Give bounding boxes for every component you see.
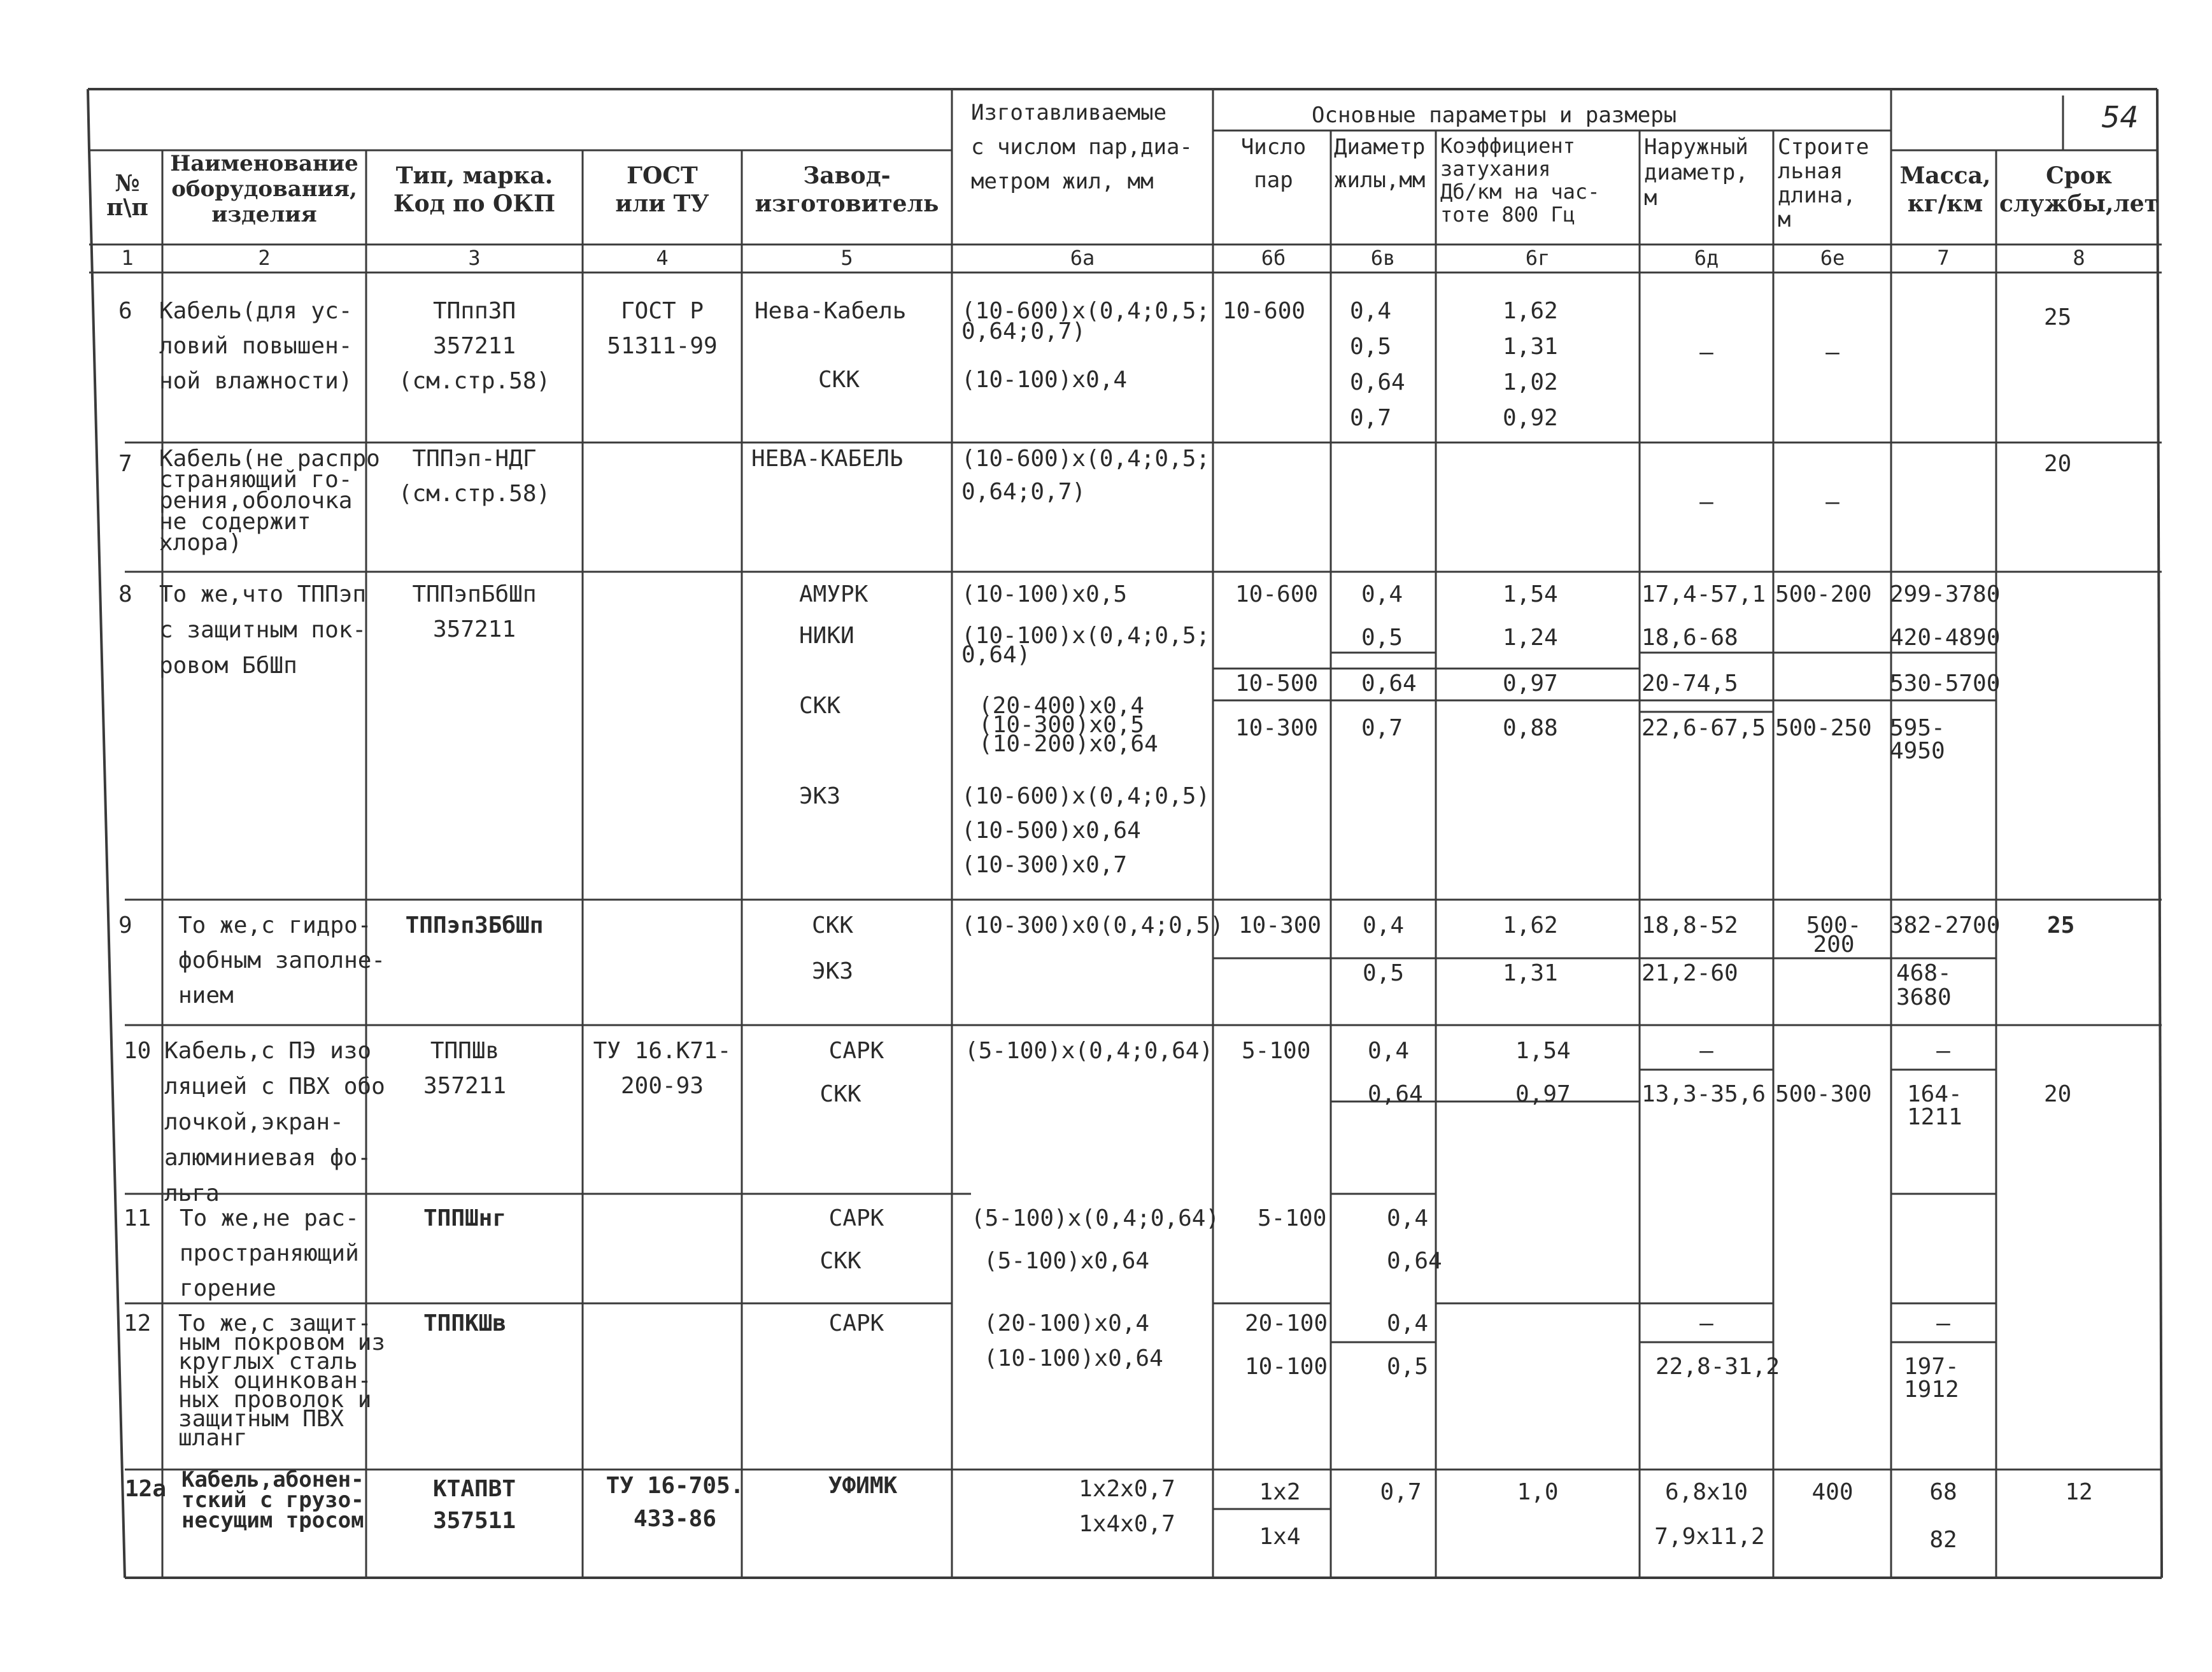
row-outer-diameter: 18,8-52 — [1641, 912, 1738, 939]
row-outer-diameter: – — [1699, 1038, 1713, 1064]
row-manufactured: (20-400)х0,4 (10-300)х0,5 (10-200)х0,64 — [979, 693, 1158, 757]
column-number: 4 — [656, 246, 669, 270]
row-outer-diameter: – — [1699, 339, 1713, 365]
row-attenuation: 1,62 — [1503, 912, 1558, 939]
row-manufactured: (5-100)х(0,4;0,64) — [971, 1205, 1220, 1231]
row-diameter: 0,7 — [1350, 405, 1392, 431]
row-attenuation: 1,54 — [1515, 1038, 1571, 1064]
row-number: 7 — [118, 451, 132, 477]
row-maker: СКК — [818, 367, 860, 393]
row-gost: ГОСТ Р 51311-99 — [607, 298, 718, 359]
row-maker: НЕВА-КАБЕЛЬ — [751, 446, 904, 472]
row-maker: ЭКЗ — [812, 958, 854, 984]
row-maker: СКК — [812, 912, 854, 939]
row-diameter: 0,64 — [1361, 670, 1417, 697]
row-diameter: 0,7 — [1380, 1479, 1422, 1505]
row-pairs: 10-600 — [1223, 298, 1306, 324]
row-diameter: 0,4 — [1361, 581, 1403, 607]
column-number: 1 — [121, 246, 134, 270]
row-maker: НИКИ — [799, 623, 854, 649]
row-mass: 595-4950 — [1890, 715, 1945, 764]
row-manufactured: (10-100)х0,5 — [961, 581, 1128, 607]
table-border-right — [2157, 89, 2162, 1578]
row-mass: 68 — [1929, 1479, 1957, 1505]
column-number: 2 — [258, 246, 271, 270]
row-attenuation: 1,24 — [1503, 625, 1558, 651]
row-attenuation: 0,88 — [1503, 715, 1558, 741]
row-type: ТПппЗП 357211 (см.стр.58) — [398, 298, 551, 394]
header-service: Срок службы,лет — [1999, 162, 2159, 217]
row-attenuation: 1,02 — [1503, 369, 1558, 395]
header-name: Наименование оборудования, изделия — [170, 151, 358, 227]
header-main-params: Основные параметры и размеры — [1312, 103, 1677, 128]
row-name: То же,с гидро-фобным заполне-нием — [178, 912, 386, 1009]
row-outer-diameter: 13,3-35,6 — [1641, 1081, 1766, 1107]
row-service: 25 — [2047, 912, 2075, 939]
column-number: 6г — [1525, 246, 1550, 270]
row-service: 20 — [2044, 1081, 2072, 1107]
column-number: 8 — [2073, 246, 2085, 270]
row-diameter: 0,64 — [1387, 1248, 1442, 1274]
header-outer-diameter: Наружный диаметр, м — [1644, 134, 1748, 211]
row-build-length: 500-300 — [1775, 1081, 1872, 1107]
row-pairs: 5-100 — [1258, 1205, 1327, 1231]
row-maker: УФИМК — [828, 1473, 898, 1499]
row-manufactured: 1х4х0,7 — [1079, 1511, 1175, 1537]
row-build-length: 500-250 — [1775, 715, 1872, 741]
row-name: То же,что ТППэп с защитным пок-ровом БбШп — [159, 581, 367, 679]
row-pairs: 10-300 — [1235, 715, 1319, 741]
table-border-left — [89, 150, 125, 1578]
row-attenuation: 1,54 — [1503, 581, 1558, 607]
row-type: ТППэп-НДГ (см.стр.58) — [398, 446, 551, 507]
row-maker: Нева-Кабель — [755, 298, 907, 324]
row-outer-diameter: – — [1699, 489, 1713, 515]
row-outer-diameter: 20-74,5 — [1641, 670, 1738, 697]
row-manufactured: (10-100)х0,4 — [961, 367, 1128, 393]
row-attenuation: 1,0 — [1517, 1479, 1559, 1505]
row-mass: 530-5700 — [1890, 670, 2001, 697]
row-manufactured: (5-100)х0,64 — [984, 1248, 1150, 1274]
header-maker: Завод-изготовитель — [755, 162, 939, 217]
row-manufactured: (10-100)х(0,4;0,5; 0,64) — [961, 623, 1210, 668]
row-build-length: 400 — [1811, 1479, 1854, 1505]
row-gost: ТУ 16.К71-200-93 — [593, 1038, 732, 1099]
row-maker: САРК — [828, 1038, 884, 1064]
column-number: 3 — [468, 246, 481, 270]
row-maker: ЭКЗ — [799, 783, 841, 809]
row-pairs: 20-100 — [1245, 1310, 1328, 1336]
row-pairs: 10-100 — [1245, 1354, 1328, 1380]
header-mass: Масса, кг/км — [1899, 162, 1991, 217]
row-maker: СКК — [819, 1248, 861, 1274]
row-outer-diameter: 18,6-68 — [1641, 625, 1738, 651]
row-diameter: 0,64 — [1350, 369, 1405, 395]
row-diameter: 0,4 — [1387, 1205, 1429, 1231]
row-number: 12 — [124, 1310, 152, 1336]
row-manufactured: (10-300)х0(0,4;0,5) — [961, 912, 1224, 939]
row-diameter: 0,5 — [1363, 960, 1405, 986]
row-service: 25 — [2044, 304, 2072, 330]
header-pairs: Число пар — [1240, 134, 1307, 193]
row-diameter: 0,4 — [1350, 298, 1392, 324]
row-build-length: – — [1826, 489, 1840, 515]
row-attenuation: 0,97 — [1515, 1081, 1571, 1107]
row-maker: АМУРК — [799, 581, 868, 607]
header-type: Тип, марка. Код по ОКП — [393, 162, 556, 217]
row-outer-diameter: 6,8х10 — [1664, 1479, 1748, 1505]
row-mass: 164-1211 — [1907, 1081, 1962, 1130]
row-type: ТППКШв — [423, 1310, 507, 1336]
header-gost: ГОСТ или ТУ — [615, 162, 709, 217]
row-mass: 82 — [1929, 1527, 1957, 1553]
header-number: № п\п — [106, 170, 148, 221]
row-name: Кабель(для ус-ловий повышен-ной влажности) — [159, 298, 353, 394]
row-type: ТППШнг — [423, 1205, 507, 1231]
row-mass: – — [1936, 1038, 1950, 1064]
row-mass: 197-1912 — [1904, 1354, 1959, 1403]
row-name: Кабель,с ПЭ изо ляцией с ПВХ обо лочкой,экран-алюминиевая фо-льга — [164, 1038, 385, 1207]
column-number: 6а — [1070, 246, 1095, 270]
row-name: То же,не рас-пространяющий горение — [180, 1205, 359, 1301]
row-diameter: 0,4 — [1387, 1310, 1429, 1336]
row-attenuation: 0,92 — [1503, 405, 1558, 431]
row-name: То же,с защит-ным покровом из круглых сталь ных оцинкован-ных проволок и защитным ПВХ шланг — [178, 1310, 386, 1451]
row-outer-diameter: – — [1699, 1310, 1713, 1336]
column-number: 6е — [1820, 246, 1845, 270]
row-number: 9 — [118, 912, 132, 939]
row-outer-diameter: 21,2-60 — [1641, 960, 1738, 986]
row-name: Кабель,абонен-тский с грузо-несущим тросом — [181, 1467, 364, 1533]
table-border-left — [88, 89, 89, 150]
row-build-length: 500-200 — [1775, 581, 1872, 607]
header-attenuation: Коэффициент затухания Дб/км на час-тоте 800 Гц — [1440, 134, 1600, 227]
header-build-length: Строите льная длина, м — [1778, 134, 1869, 232]
row-maker: СКК — [819, 1081, 861, 1107]
row-maker: СКК — [799, 693, 841, 719]
row-maker: САРК — [828, 1205, 884, 1231]
row-name: Кабель(не распро страняющий го-рения,оболочка не содержит хлора) — [159, 446, 380, 556]
row-diameter: 0,64 — [1368, 1081, 1423, 1107]
row-manufactured: (10-100)х0,64 — [984, 1345, 1163, 1371]
row-pairs: 10-500 — [1235, 670, 1319, 697]
row-diameter: 0,5 — [1387, 1354, 1429, 1380]
row-diameter: 0,7 — [1361, 715, 1403, 741]
row-attenuation: 1,62 — [1503, 298, 1558, 324]
column-number: 5 — [840, 246, 853, 270]
row-number: 8 — [118, 581, 132, 607]
column-number: 6в — [1370, 246, 1396, 270]
row-pairs: 1х4 — [1259, 1524, 1301, 1550]
page-number: 54 — [2101, 100, 2139, 134]
row-manufactured: (20-100)х0,4 — [984, 1310, 1150, 1336]
column-number: 6д — [1694, 246, 1719, 270]
row-build-length: 500-200 — [1806, 912, 1862, 958]
row-outer-diameter: 7,9х11,2 — [1654, 1524, 1765, 1550]
row-outer-diameter: 22,8-31,2 — [1655, 1354, 1780, 1380]
row-mass: 382-2700 — [1890, 912, 2001, 939]
row-pairs: 1х2 — [1259, 1479, 1301, 1505]
row-manufactured: (5-100)х(0,4;0,64) — [965, 1038, 1214, 1064]
row-diameter: 0,5 — [1350, 334, 1392, 360]
row-service: 20 — [2044, 451, 2072, 477]
header-manufactured: Изготавливаемые с числом пар,диа-метром жил, мм — [971, 100, 1193, 194]
row-type: ТППэпБбШп 357211 — [412, 581, 537, 642]
row-number: 12а — [125, 1476, 167, 1502]
row-attenuation: 1,31 — [1503, 334, 1558, 360]
row-mass: 299-3780 — [1890, 581, 2001, 607]
header-diameter: Диаметр жилы,мм — [1334, 134, 1426, 193]
row-build-length: – — [1826, 339, 1840, 365]
row-mass: – — [1936, 1310, 1950, 1336]
row-number: 6 — [118, 298, 132, 324]
row-attenuation: 1,31 — [1503, 960, 1558, 986]
column-number: 6б — [1261, 246, 1286, 270]
row-manufactured: (10-600)х(0,4;0,5; 0,64;0,7) — [961, 298, 1210, 344]
row-gost: ТУ 16-705. 433-86 — [606, 1473, 744, 1532]
row-service: 12 — [2065, 1479, 2093, 1505]
row-pairs: 5-100 — [1242, 1038, 1311, 1064]
row-pairs: 10-300 — [1238, 912, 1322, 939]
row-manufactured: (10-600)х(0,4;0,5) (10-500)х0,64 (10-300)х0,7 — [961, 783, 1210, 878]
row-diameter: 0,5 — [1361, 625, 1403, 651]
row-mass: 420-4890 — [1890, 625, 2001, 651]
row-maker: САРК — [828, 1310, 884, 1336]
row-diameter: 0,4 — [1368, 1038, 1410, 1064]
row-type: ТППШв 357211 — [423, 1038, 507, 1099]
row-number: 10 — [124, 1038, 152, 1064]
row-pairs: 10-600 — [1235, 581, 1319, 607]
row-outer-diameter: 22,6-67,5 — [1641, 715, 1766, 741]
row-manufactured: (10-600)х(0,4;0,5; 0,64;0,7) — [961, 446, 1210, 505]
row-number: 11 — [124, 1205, 152, 1231]
row-type: ТППэпЗБбШп — [405, 912, 544, 939]
row-diameter: 0,4 — [1363, 912, 1405, 939]
row-attenuation: 0,97 — [1503, 670, 1558, 697]
column-number: 7 — [1937, 246, 1950, 270]
row-mass: 468-3680 — [1896, 960, 1952, 1010]
row-type: КТАПВТ 357511 — [432, 1476, 516, 1534]
row-outer-diameter: 17,4-57,1 — [1641, 581, 1766, 607]
row-manufactured: 1х2х0,7 — [1079, 1476, 1175, 1502]
